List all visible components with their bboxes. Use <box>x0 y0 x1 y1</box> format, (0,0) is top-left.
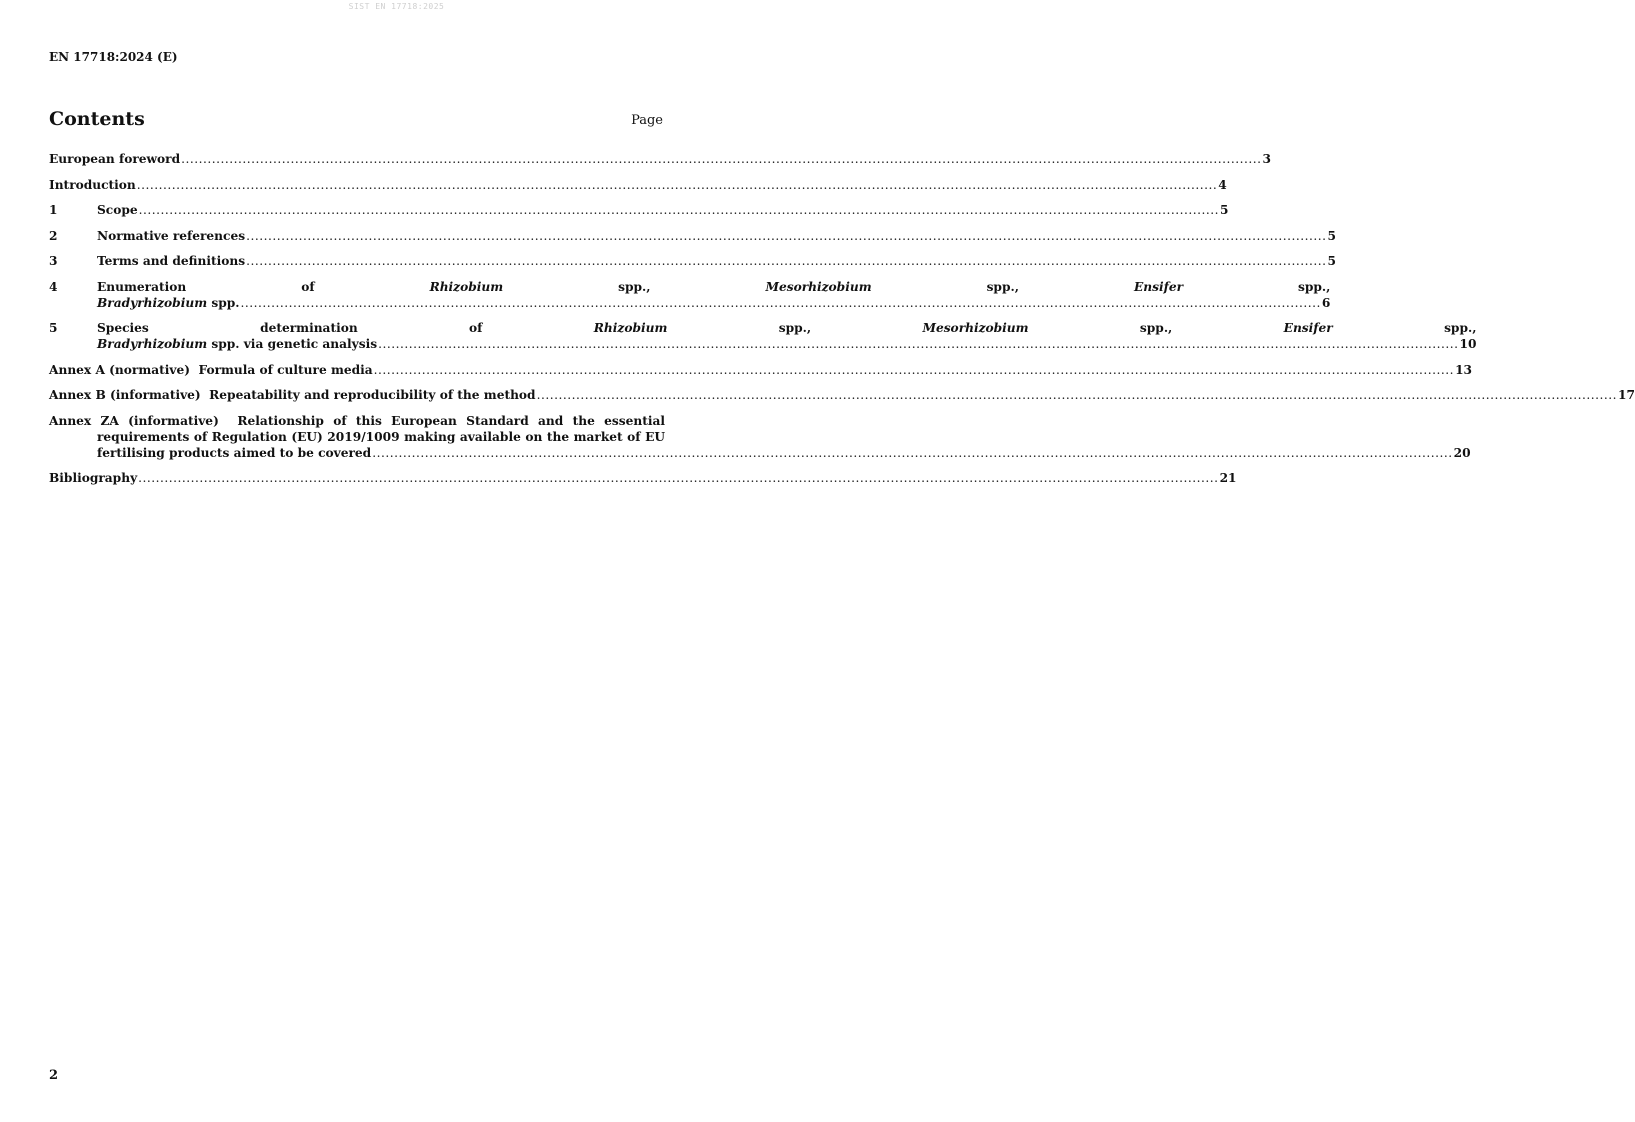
toc-entry-normative-references[interactable] <box>49 228 1336 244</box>
toc-entry-terms[interactable] <box>49 253 1336 269</box>
toc-title: European foreword <box>49 152 181 166</box>
toc-title: Annex B (informative) Repeatability and reproducibility of the method <box>49 388 536 402</box>
toc-title-line-1: Species determination of Rhizobium spp., Mesorhizobium spp., Ensifer spp., <box>97 321 1477 335</box>
toc-title: Annex A (normative) Formula of culture media <box>49 362 373 377</box>
leader-dots <box>137 177 1217 193</box>
toc-page: 6 <box>1321 295 1331 310</box>
leader-dots <box>246 253 1326 269</box>
toc-page: 5 <box>1327 228 1336 243</box>
toc-title: Scope <box>97 203 138 217</box>
toc-number: 3 <box>49 254 58 268</box>
toc-page: 5 <box>1220 203 1229 217</box>
toc-number: 5 <box>49 321 58 335</box>
toc-title: Normative references <box>97 228 246 243</box>
leader-dots <box>139 202 1219 218</box>
toc-title-line-1: Enumeration of Rhizobium spp., Mesorhizobium spp., Ensifer spp., <box>97 279 1331 294</box>
toc-page: 17 <box>1618 388 1635 402</box>
toc-page: 13 <box>1455 362 1473 377</box>
leader-dots <box>378 336 1458 352</box>
toc-page: 4 <box>1218 177 1227 192</box>
toc-entry-annex-b[interactable] <box>49 387 1635 403</box>
leader-dots <box>241 295 1321 311</box>
toc-number: 1 <box>49 203 58 217</box>
contents-title: Contents <box>49 108 145 130</box>
toc-title: Terms and definitions <box>97 254 246 268</box>
toc-entry-species-determination[interactable] <box>49 320 1477 352</box>
leader-dots <box>537 387 1617 403</box>
leader-dots <box>181 151 1261 167</box>
toc-entry-bibliography[interactable] <box>49 470 1237 486</box>
toc-entry-introduction[interactable] <box>49 177 1227 193</box>
toc-title-line-2: requirements of Regulation (EU) 2019/1009 making available on the market of EU <box>97 429 665 444</box>
toc-title-line-1: Annex ZA (informative) Relationship of this European Standard and the essential <box>49 413 665 428</box>
toc-number: 2 <box>49 228 58 243</box>
toc-page: 21 <box>1219 471 1237 485</box>
table-of-contents <box>49 151 1635 496</box>
leader-dots <box>246 228 1326 244</box>
watermark: SIST EN 17718:2025 <box>348 2 445 11</box>
toc-entry-scope[interactable] <box>49 202 1229 218</box>
toc-title-line-2: Bradyrhizobium spp. via genetic analysis <box>97 337 378 351</box>
page-number: 2 <box>49 1068 59 1083</box>
toc-entry-annex-a[interactable] <box>49 362 1473 378</box>
page-column-label: Page <box>631 113 663 128</box>
leader-dots <box>372 445 1452 461</box>
toc-entry-enumeration[interactable] <box>49 279 1331 311</box>
toc-title: Bibliography <box>49 471 138 485</box>
toc-number: 4 <box>49 279 58 294</box>
toc-page: 20 <box>1453 445 1471 460</box>
toc-page: 10 <box>1459 337 1477 351</box>
document-id: EN 17718:2024 (E) <box>49 50 178 64</box>
leader-dots <box>138 470 1218 486</box>
toc-entry-foreword[interactable] <box>49 151 1271 167</box>
toc-page: 3 <box>1262 152 1271 166</box>
contents-header <box>49 108 663 130</box>
leader-dots <box>374 362 1454 378</box>
toc-title-line-2: Bradyrhizobium spp. <box>97 295 240 310</box>
toc-title: Introduction <box>49 177 136 192</box>
toc-page: 5 <box>1327 254 1336 268</box>
toc-title-line-3: fertilising products aimed to be covered <box>97 445 372 460</box>
toc-entry-annex-za[interactable] <box>49 413 1471 461</box>
